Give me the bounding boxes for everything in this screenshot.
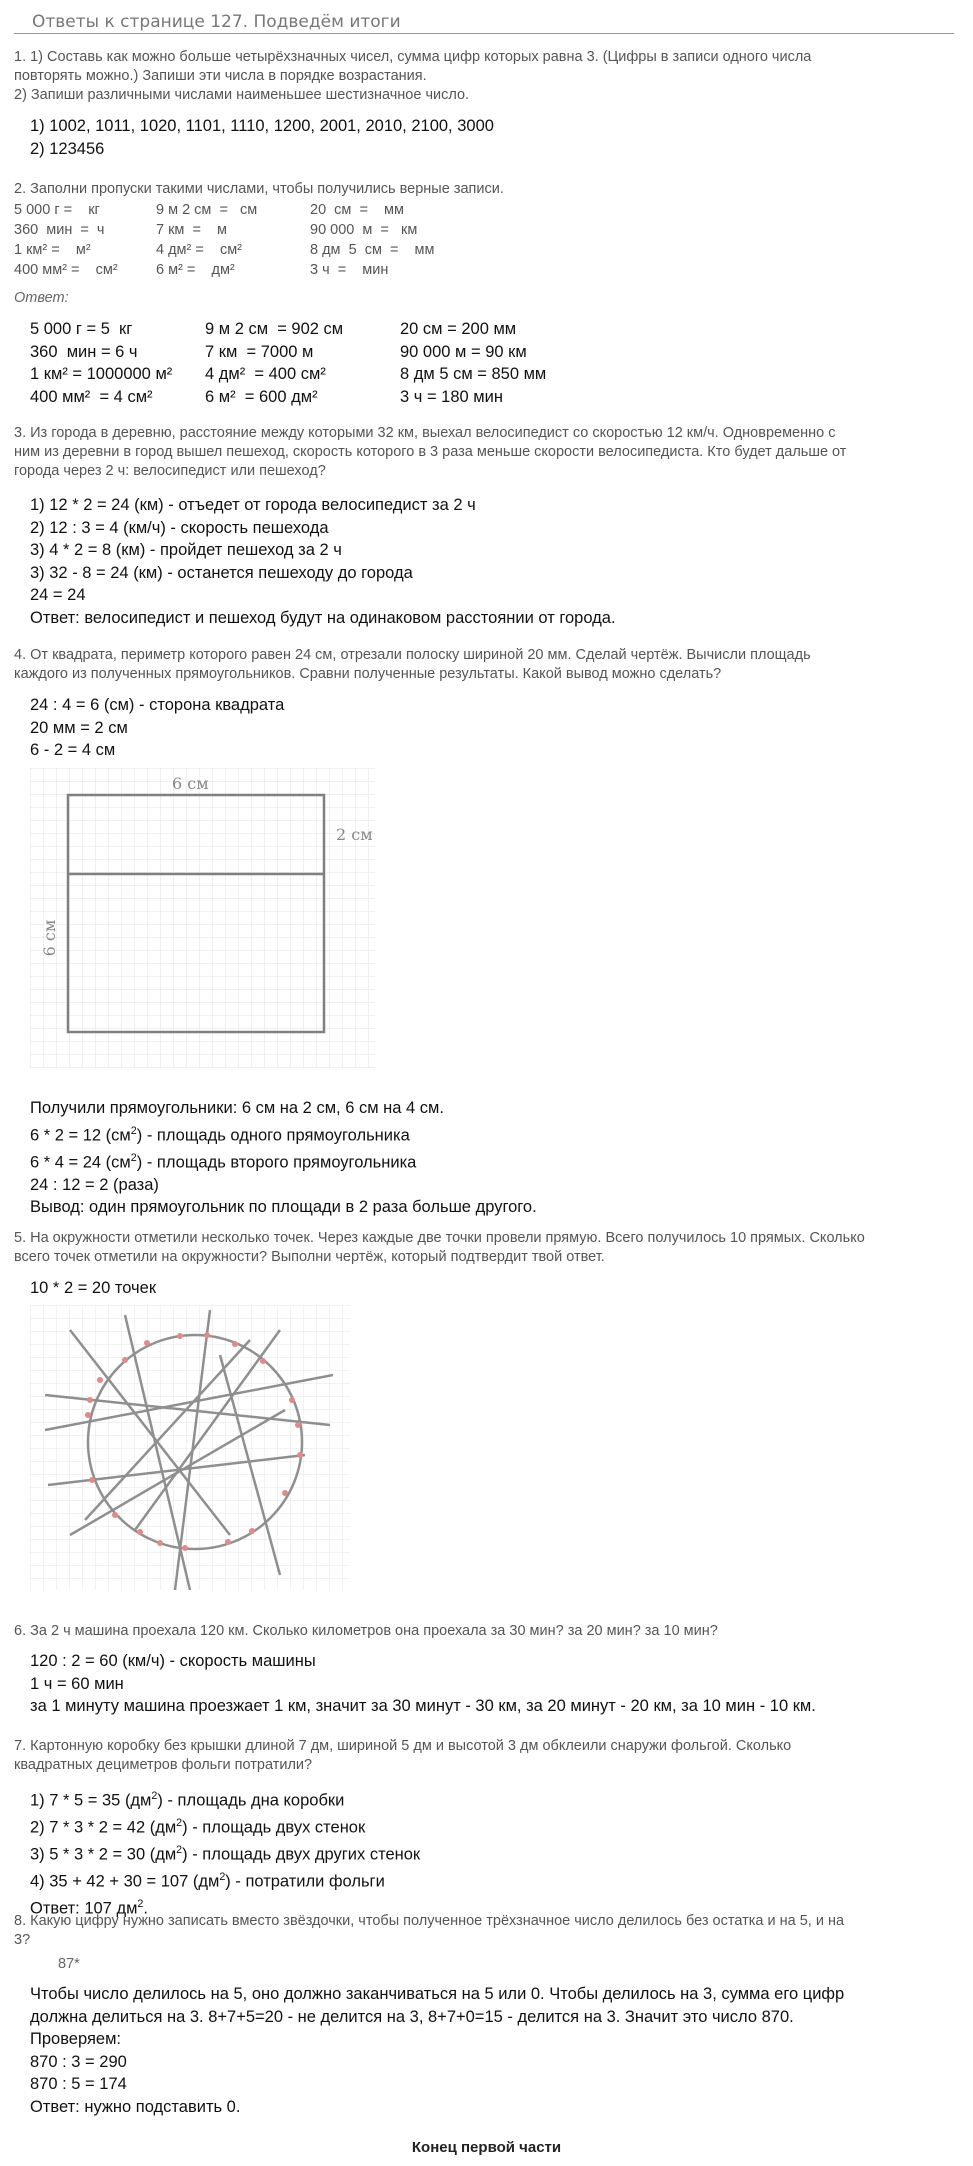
footer-text: Конец первой части <box>411 2139 562 2156</box>
text-line: города через 2 ч: велосипедист или пешеход? <box>14 463 326 479</box>
point <box>249 1528 255 1534</box>
point <box>89 1477 95 1483</box>
text-line: 4) 35 + 42 + 30 = 107 $(дм^2)$ - потратили фольги <box>30 1871 385 1891</box>
task-1-question <box>14 48 944 105</box>
text-line: 5. На окружности отметили несколько точек. Через каждые две точки провели прямую. Всего получилось 10 прямых. Сколько <box>14 1230 865 1246</box>
text-line: 1 ч = 60 мин <box>30 1674 124 1693</box>
cell: 400 мм² = 4 см² <box>30 387 153 406</box>
task-8-answer <box>30 1983 950 2118</box>
task-5-answer <box>30 1277 950 1300</box>
text-line: 1. 1) Составь как можно больше четырёхзначных чисел, сумма цифр которых равна 3. (Цифры в записи одного числа <box>14 49 812 65</box>
text-line: повторять можно.) Запиши эти числа в порядке возрастания. <box>14 68 427 84</box>
text-line: Ответ: 107 $дм^2$. <box>30 1898 148 1918</box>
point <box>282 1490 288 1496</box>
text-line: 6 * 4 = 24 $(см^2)$ - площадь второго прямоугольника <box>30 1151 417 1171</box>
text-line: за 1 минуту машина проезжает 1 км, значит за 30 минут - 30 км, за 20 минут - 20 км, за 10 мин - 10 км. <box>30 1697 816 1715</box>
label-right: 2 см <box>336 825 373 844</box>
task-5-question <box>14 1229 944 1267</box>
circle-drawing <box>30 1305 350 1590</box>
cell: 7 км = м <box>156 222 228 238</box>
point <box>225 1539 231 1545</box>
title-divider <box>14 33 954 34</box>
cell: 9 м 2 см = см <box>156 202 258 218</box>
point <box>297 1452 303 1458</box>
cell: 4 дм² = см² <box>156 242 243 258</box>
cell: 3 ч = 180 мин <box>400 387 503 406</box>
text-line: 3) 5 * 3 * 2 = 30 $(дм^2)$ - площадь двух других стенок <box>30 1844 421 1864</box>
text-line: 1) 12 * 2 = 24 (км) - отъедет от города велосипедист за 2 ч <box>30 496 476 514</box>
task-7-question <box>14 1737 944 1775</box>
text-line: 2) Запиши различными числами наименьшее шестизначное число. <box>14 87 470 103</box>
task-3-answer <box>30 494 950 629</box>
cell: 20 см = 200 мм <box>400 320 517 338</box>
cell: 1 км² = 1000000 м² <box>30 365 173 383</box>
text-line: квадратных дециметров фольги потратили? <box>14 1757 313 1773</box>
text-line: 1) 1002, 1011, 1020, 1101, 1110, 1200, 2001, 2010, 2100, 3000 <box>30 117 494 135</box>
point <box>87 1397 93 1403</box>
text-line: 3) 4 * 2 = 8 (км) - пройдет пешеход за 2 ч <box>30 541 342 559</box>
page-title: Ответы к странице 127. Подведём итоги <box>32 12 401 32</box>
text-line: 2) 12 : 3 = 4 (км/ч) - скорость пешехода <box>30 518 329 537</box>
text-line: 4. От квадрата, периметр которого равен 24 см, отрезали полоску шириной 20 мм. Сделай чертёж. Вычисли площадь <box>14 647 811 663</box>
point <box>112 1512 118 1518</box>
task-6-question <box>14 1622 944 1641</box>
point <box>177 1333 183 1339</box>
cell: 90 000 м = 90 км <box>400 342 527 361</box>
task-6-answer <box>30 1650 950 1718</box>
cell: 3 ч = мин <box>310 262 389 278</box>
text-line: 2) 123456 <box>30 139 105 158</box>
text-line: Ответ: нужно подставить 0. <box>30 2097 241 2116</box>
text-line: Ответ: велосипедист и пешеход будут на одинаковом расстоянии от города. <box>30 608 616 627</box>
text-line: 2) 7 * 3 * 2 = 42 $(дм^2)$ - площадь двух стенок <box>30 1817 366 1837</box>
point <box>85 1412 91 1418</box>
text-line: 120 : 2 = 60 (км/ч) - скорость машины <box>30 1652 316 1670</box>
cell: 8 дм 5 см = 850 мм <box>400 365 547 383</box>
label-top: 6 см <box>172 774 209 793</box>
point <box>232 1341 238 1347</box>
task-8-number: 87* <box>58 1956 80 1972</box>
text-line: 3. Из города в деревню, расстояние между которыми 32 км, выехал велосипедист со скоростью 12 км/ч. Одновременно с <box>14 425 836 441</box>
point <box>137 1529 143 1535</box>
text-line: 6 * 2 = 12 $(см^2)$ - площадь одного прямоугольника <box>30 1124 410 1144</box>
point <box>122 1357 128 1363</box>
point <box>289 1397 295 1403</box>
text-line: 10 * 2 = 20 точек <box>30 1279 157 1297</box>
cell: 360 мин = 6 ч <box>30 342 138 361</box>
cell: 8 дм 5 см = мм <box>310 242 435 258</box>
cell: 6 м² = дм² <box>156 262 235 278</box>
text-line: всего точек отметили на окружности? Выполни чертёж, который подтвердит твой ответ. <box>14 1249 605 1265</box>
text-line: 1) 7 * 5 = 35 $(дм^2)$ - площадь дна коробки <box>30 1790 345 1810</box>
text-line: Вывод: один прямоугольник по площади в 2 раза больше другого. <box>30 1198 537 1216</box>
task-2-answers <box>30 318 546 408</box>
cell: 5 000 г = кг <box>14 202 100 218</box>
text-line: 8. Какую цифру нужно записать вместо звёздочки, чтобы полученное трёхзначное число делилось без остатка и на 5, и на <box>14 1913 845 1929</box>
point <box>144 1340 150 1346</box>
answer-label: Ответ: <box>14 290 69 306</box>
point <box>260 1358 266 1364</box>
text-line: Чтобы число делилось на 5, оно должно заканчиваться на 5 или 0. Чтобы делилось на 3, сумма его цифр <box>30 1985 845 2003</box>
point <box>97 1377 103 1383</box>
task-4-question <box>14 646 944 684</box>
text-line: каждого из полученных прямоугольников. Сравни полученные результаты. Какой вывод можно сделать? <box>14 666 722 682</box>
text-line: Получили прямоугольники: 6 см на 2 см, 6 см на 4 см. <box>30 1099 444 1117</box>
point <box>295 1422 301 1428</box>
text-line: ним из деревни в город вышел пешеход, скорость которого в 3 раза меньше скорости велосипедиста. Кто будет дальше от <box>14 444 847 460</box>
text-line: 6 - 2 = 4 см <box>30 741 116 759</box>
task-8-question <box>14 1912 944 1950</box>
text-line: 870 : 3 = 290 <box>30 2052 127 2071</box>
cell: 90 000 м = км <box>310 222 418 238</box>
cell: 1 км² = м² <box>14 242 91 258</box>
cell: 4 дм² = 400 см² <box>205 365 326 383</box>
text-line: 6. За 2 ч машина проехала 120 км. Сколько километров она проехала за 30 мин? за 20 мин? за 10 мин? <box>14 1623 718 1639</box>
cell: 400 мм² = см² <box>14 262 118 278</box>
text-line: должна делиться на 3. 8+7+5=20 - не делится на 3, 8+7+0=15 - делится на 3. Значит это число 870. <box>30 2007 794 2026</box>
text-line: 3) 32 - 8 = 24 (км) - останется пешеходу до города <box>30 563 413 582</box>
text-line: 24 = 24 <box>30 586 86 604</box>
text-line: Проверяем: <box>30 2030 121 2048</box>
cell: 5 000 г = 5 кг <box>30 320 133 338</box>
text-line: 20 мм = 2 см <box>30 718 128 737</box>
task-2-question: 2. Заполни пропуски такими числами, чтобы получились верные записи. <box>14 181 504 197</box>
cell: 360 мин = ч <box>14 222 105 238</box>
task-1-answer <box>30 115 950 160</box>
text-line: 7. Картонную коробку без крышки длиной 7 дм, шириной 5 дм и высотой 3 дм обклеили снаружи фольгой. Сколько <box>14 1738 792 1754</box>
task-7-answer <box>30 1785 950 1920</box>
text-line: 870 : 5 = 174 <box>30 2075 127 2093</box>
task-4-answer-1 <box>30 694 950 762</box>
cell: 20 см = мм <box>310 202 404 218</box>
task-4-answer-2 <box>30 1097 950 1219</box>
text-line: 3? <box>14 1932 31 1948</box>
text-line: 24 : 12 = 2 (раза) <box>30 1175 159 1194</box>
point <box>204 1332 210 1338</box>
point <box>182 1545 188 1551</box>
point <box>157 1540 163 1546</box>
text-line: 24 : 4 = 6 (см) - сторона квадрата <box>30 696 285 714</box>
label-left: 6 см <box>40 919 59 957</box>
cell: 9 м 2 см = 902 см <box>205 320 344 338</box>
task-3-question <box>14 424 944 481</box>
task-2-grid <box>14 200 435 280</box>
cell: 6 м² = 600 дм² <box>205 387 318 406</box>
cell: 7 км = 7000 м <box>205 342 314 361</box>
square-drawing <box>30 768 375 1068</box>
